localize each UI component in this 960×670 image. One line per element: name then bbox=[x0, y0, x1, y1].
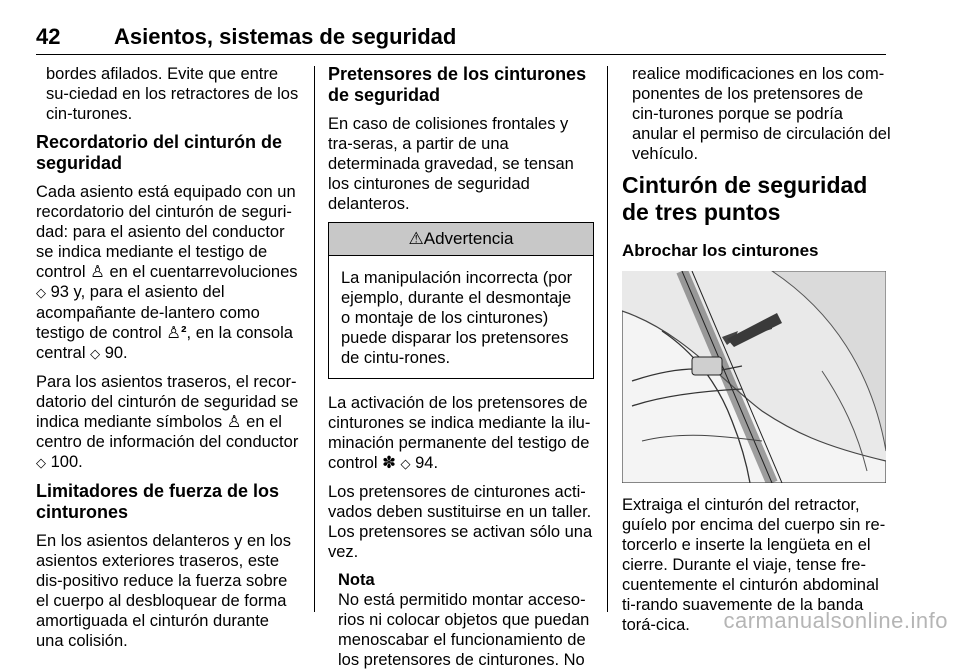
ref-arrow-icon: ◇ bbox=[36, 285, 46, 300]
warning-icon: ⚠ bbox=[408, 229, 424, 248]
page-header bbox=[36, 22, 886, 55]
heading-limitadores: Limitadores de fuerza de los cinturones bbox=[36, 481, 280, 522]
page-number: 42 bbox=[36, 24, 61, 49]
paragraph-recordatorio: Cada asiento está equipado con un recordatorio del cinturón de seguri-dad: para el asiento del conductor se indica mediante el testigo de control ♙ en el cuentarrevoluciones ◇ 93 y, para el asiento del acompañante de-lantero como testigo de control ♙², en la consola central ◇ 90. bbox=[36, 183, 298, 362]
paragraph-activation: La activación de los pretensores de cinturones se indica mediante la ilu-minación permanente del testigo de control ✽ ◇ 94. bbox=[328, 394, 591, 472]
page-ref-link[interactable]: 100. bbox=[50, 453, 83, 471]
note-text: No está permitido montar acceso-rios ni colocar objetos que puedan menoscabar el funcionamiento de los pretensores de cinturones. No bbox=[338, 591, 590, 669]
warning-text: La manipulación incorrecta (por ejemplo, durante el desmontaje o montaje de los cinturones) puede disparar los pretensores de cintu-rones. bbox=[341, 269, 573, 367]
note-block bbox=[328, 570, 594, 670]
seatbelt-icon: ♙ bbox=[226, 413, 242, 431]
paragraph-rear-seats: Para los asientos traseros, el recor-datorio del cinturón de seguridad se indica mediante símbolos ♙ en el centro de información del conductor ◇ 100. bbox=[36, 373, 299, 471]
seatbelt-icon: ♙ bbox=[90, 263, 105, 281]
page-ref-link[interactable]: 90. bbox=[104, 344, 128, 362]
heading-abrochar: Abrochar los cinturones bbox=[622, 241, 819, 260]
ref-arrow-icon: ◇ bbox=[400, 456, 411, 471]
page-ref-link[interactable]: 94. bbox=[415, 454, 439, 472]
paragraph-limitadores: En los asientos delanteros y en los asientos exteriores traseros, este dis-positivo reduce la fuerza sobre el cuerpo al desbloquear de forma amortiguada el cinturón durante una colisión. bbox=[36, 532, 291, 650]
paragraph-abrochar: Extraiga el cinturón del retractor, guíelo por encima del cuerpo sin re-torcerlo e inserte la lengüeta en el cierre. Durante el viaje, tense fre-cuentemente el cinturón abdominal ti-rando suavemente de la banda torá-cica. bbox=[622, 496, 886, 634]
page-title: Asientos, sistemas de seguridad bbox=[114, 24, 457, 49]
ref-arrow-icon: ◇ bbox=[90, 346, 101, 361]
page-ref-link[interactable]: 93 bbox=[50, 283, 69, 301]
paragraph-replace: Los pretensores de cinturones acti-vados deben sustituirse en un taller. Los pretensores se activan sólo una vez. bbox=[328, 483, 593, 561]
pretensioner-icon: ✽ bbox=[382, 454, 396, 472]
seat-belt-illustration-icon bbox=[622, 271, 886, 483]
column-2 bbox=[328, 64, 594, 670]
column-divider bbox=[314, 66, 315, 612]
seat-belt-illustration bbox=[622, 271, 886, 483]
heading-recordatorio: Recordatorio del cinturón de seguridad bbox=[36, 132, 283, 173]
column-1 bbox=[36, 64, 300, 659]
continued-text: bordes afilados. Evite que entre su-ciedad en los retractores de los cin-turones. bbox=[46, 65, 299, 123]
paragraph-pretensores: En caso de colisiones frontales y tra-seras, a partir de una determinada gravedad, se tensan los cinturones de seguridad delanteros. bbox=[328, 115, 574, 213]
heading-tres-puntos: Cinturón de seguridad de tres puntos bbox=[622, 172, 868, 225]
continued-text: realice modificaciones en los com-ponentes de los pretensores de cin-turones porque se podría anular el permiso de circulación del vehículo. bbox=[632, 65, 891, 163]
warning-title: Advertencia bbox=[423, 229, 514, 248]
warning-box bbox=[328, 222, 594, 379]
note-title: Nota bbox=[338, 571, 375, 589]
column-divider bbox=[607, 66, 608, 612]
ref-arrow-icon: ◇ bbox=[36, 455, 46, 470]
column-3 bbox=[622, 64, 892, 643]
watermark: carmanualsonline.info bbox=[723, 608, 948, 633]
seatbelt-passenger-icon: ♙² bbox=[166, 324, 187, 342]
warning-header bbox=[329, 223, 593, 256]
heading-pretensores: Pretensores de los cinturones de seguridad bbox=[328, 64, 587, 105]
